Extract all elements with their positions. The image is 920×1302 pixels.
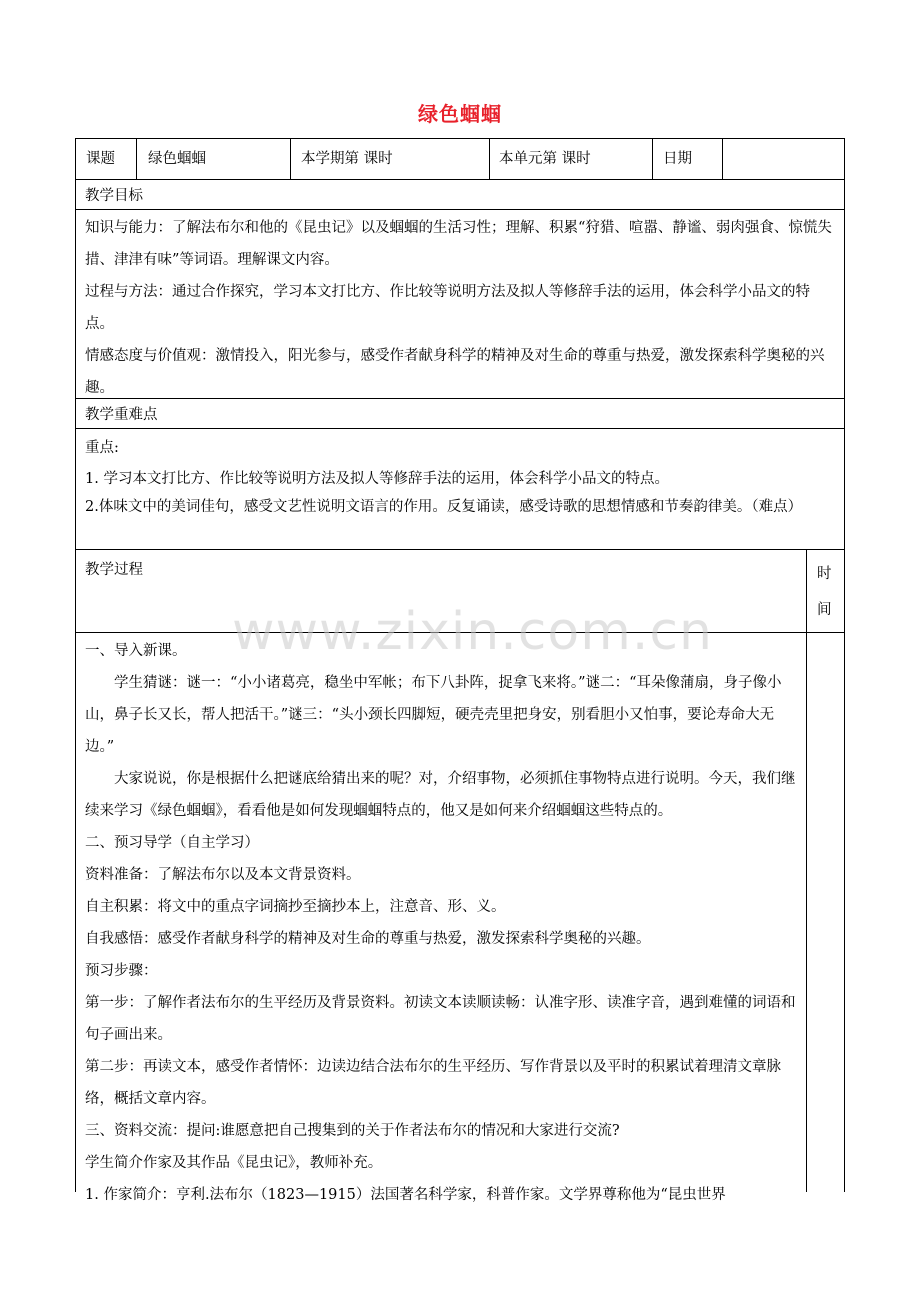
- col-divider: [136, 138, 137, 180]
- document-title: 绿色蝈蝈: [418, 102, 502, 126]
- key-point-2: 2.体味文中的美词佳句，感受文艺性说明文语言的作用。反复诵读，感受诗歌的思想情感和节奏韵律美。（难点）: [85, 499, 803, 515]
- objectives-heading: 教学目标: [85, 188, 143, 204]
- topic-value: 绿色蝈蝈: [148, 151, 206, 167]
- difficulties-heading-row: [75, 398, 845, 429]
- section-preview: 二、预习导学（自主学习）: [85, 835, 259, 851]
- step-one: 第一步：了解作者法布尔的生平经历及背景资料。初读文本读顺读畅：认准字形、读准字音，遇到难懂的词语和句子画出来。: [85, 995, 796, 1043]
- label-unit-lesson: 本单元第 课时: [499, 151, 591, 167]
- time-label-2: 间: [817, 602, 832, 618]
- col-divider: [806, 549, 807, 633]
- col-divider: [290, 138, 291, 180]
- label-topic: 课题: [86, 151, 115, 167]
- preview-steps: 预习步骤：: [85, 963, 158, 979]
- col-divider: [722, 138, 723, 180]
- objective-knowledge: 知识与能力：了解法布尔和他的《昆虫记》以及蝈蝈的生活习性；理解、积累“狩猎、喧嚣、静谧、弱肉强食、惊慌失措、津津有味”等词语。理解课文内容。: [85, 220, 832, 268]
- label-semester-lesson: 本学期第 课时: [301, 151, 393, 167]
- objectives-heading-row: [75, 179, 845, 210]
- step-two: 第二步：再读文本，感受作者情怀：边读边结合法布尔的生平经历、写作背景以及平时的积累试着理清文章脉络，概括文章内容。: [85, 1059, 781, 1107]
- watermark: www.zixin.com.cn: [232, 602, 713, 662]
- process-heading-row: [75, 549, 845, 633]
- objective-process: 过程与方法：通过合作探究，学习本文打比方、作比较等说明方法及拟人等修辞手法的运用，体会科学小品文的特点。: [85, 284, 810, 332]
- riddles-paragraph: 学生猜谜：谜一：“小小诸葛亮，稳坐中军帐；布下八卦阵，捉拿飞来将。”谜二：“耳朵像蒲扇，身子像小山，鼻子长又长，帮人把活干。”谜三：“头小颈长四脚短，硬壳壳里把身安，别看胆小又怕事，要论寿命大无边。”: [85, 675, 782, 755]
- section-exchange: 三、资料交流：提问:谁愿意把自己搜集到的关于作者法布尔的情况和大家进行交流?: [85, 1123, 620, 1139]
- objective-attitude: 情感态度与价值观：激情投入，阳光参与，感受作者献身科学的精神及对生命的尊重与热爱，激发探索科学奥秘的兴趣。: [85, 348, 825, 396]
- intro-author: 学生简介作家及其作品《昆虫记》，教师补充。: [85, 1155, 383, 1171]
- discussion-paragraph: 大家说说，你是根据什么把谜底给猜出来的呢？对，介绍事物，必须抓住事物特点进行说明。今天，我们继续来学习《绿色蝈蝈》，看看他是如何发现蝈蝈特点的，他又是如何来介绍蝈蝈这些特点的。: [85, 771, 796, 819]
- self-reflect: 自我感悟：感受作者献身科学的精神及对生命的尊重与热爱，激发探索科学奥秘的兴趣。: [85, 931, 651, 947]
- difficulties-heading: 教学重难点: [85, 407, 158, 423]
- author-bio: 1. 作家简介：亨利.法布尔（1823—1915）法国著名科学家，科普作家。文学界尊称他为“昆虫世界: [85, 1187, 726, 1203]
- key-point-label: 重点:: [85, 440, 119, 456]
- col-divider: [806, 632, 807, 1192]
- self-accumulate: 自主积累：将文中的重点字词摘抄至摘抄本上，注意音、形、义。: [85, 899, 506, 915]
- label-date: 日期: [663, 151, 692, 167]
- material-prep: 资料准备：了解法布尔以及本文背景资料。: [85, 867, 361, 883]
- col-divider: [489, 138, 490, 180]
- process-heading: 教学过程: [85, 562, 143, 578]
- col-divider: [652, 138, 653, 180]
- section-intro: 一、导入新课。: [85, 643, 187, 659]
- key-point-1: 1. 学习本文打比方、作比较等说明方法及拟人等修辞手法的运用，体会科学小品文的特点。: [85, 471, 669, 487]
- time-label-1: 时: [817, 566, 832, 582]
